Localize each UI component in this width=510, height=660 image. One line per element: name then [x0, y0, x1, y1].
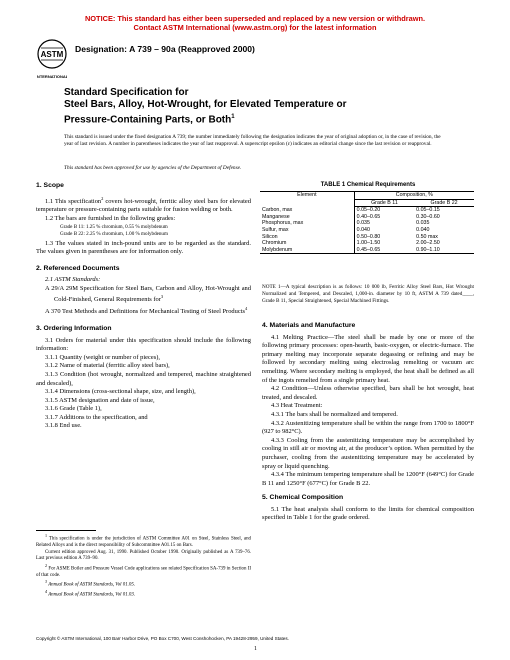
cell-grade-b22: 0.90–1.10: [416, 246, 440, 253]
withdrawal-notice: [0, 14, 510, 32]
scope-1-1-a: 1.1 This specification: [45, 197, 102, 205]
table-header-row-1: [260, 192, 474, 199]
scope-1-2: 1.2 The bars are furnished in the following grades:: [45, 214, 176, 222]
notice-line-2: Contact ASTM International (www.astm.org) for the latest information: [133, 23, 377, 32]
cell-grade-b22: 0.05–0.15: [416, 207, 440, 214]
title-footnote-ref: 1: [231, 114, 235, 120]
ordering-item: 3.1.3 Condition (hot wrought, normalized and tempered, machine straightened and descaled),: [36, 370, 251, 387]
ref-a370-footnote-ref: 4: [245, 306, 248, 312]
ordering-item: 3.1.1 Quantity (weight or number of pieces),: [45, 353, 160, 361]
cell-grade-b11: 0.40–0.65: [356, 213, 381, 220]
materials-4-3-1: 4.3.1 The bars shall be normalized and tempered.: [271, 410, 398, 418]
intro-paragraph: This standard is issued under the fixed designation A 739; the number immediately following the designation indicates the year of original adoption or, in the case of revision, the year of last revision. A number in parentheses indicates the year of last reapproval. A superscript epsilon (ε) indicates an editorial change since the last revision or reapproval.: [64, 134, 441, 148]
table-caption: TABLE 1 Chemical Requirements: [320, 182, 416, 188]
ordering-item: 3.1.7 Additions to the specification, and: [45, 413, 148, 421]
refs-heading: 2. Referenced Documents: [36, 264, 120, 272]
astm-logo-icon: [37, 38, 67, 84]
footnote-2: $^2$ For ASME Boiler and Pressure Vessel Code applications see related Specification SA-739 in Section II of that code.: [36, 562, 251, 578]
table-row: [260, 227, 474, 234]
header-grade-b22: Grade B 22: [414, 199, 474, 207]
materials-4-3: 4.3 Heat Treatment:: [271, 402, 323, 410]
notice-line-1: NOTICE: This standard has either been superseded and replaced by a new version or withdrawn.: [84, 14, 426, 23]
designation: Designation: A 739 – 90a (Reapproved 2000): [75, 44, 255, 54]
page-number: 1: [254, 646, 257, 652]
title-line-2: [64, 111, 464, 126]
title-block: [64, 86, 464, 126]
cell-element: Manganese: [260, 214, 354, 221]
cell-grade-b11: 0.50–0.80: [356, 233, 381, 240]
ordering-item: 3.1.8 End use.: [45, 422, 82, 430]
dod-approval-note: This standard has been approved for use by agencies of the Department of Defense.: [64, 165, 242, 171]
cell-grade-b22: 0.040: [416, 226, 430, 233]
title-line-2-text: Pressure-Containing Parts, or Both: [64, 114, 232, 126]
table-row: [260, 240, 474, 247]
right-column: [262, 322, 474, 523]
ref-a29: [36, 285, 251, 305]
footnote-4: $^4$ Annual Book of ASTM Standards, Vol 01.03.: [45, 589, 135, 598]
scope-1-3: 1.3 The values stated in inch-pound units are to be regarded as the standard. The values given in parentheses are for information only.: [36, 239, 251, 256]
ref-a29-footnote-ref: 3: [160, 294, 164, 300]
copyright: Copyright © ASTM International, 100 Barr Harbor Drive, PO Box C700, West Conshohocken, PA 19428-2959, United States.: [36, 636, 289, 641]
ordering-item: 3.1.2 Name of material (ferritic alloy steel bars),: [45, 362, 170, 370]
grade-b22: Grade B 22: 2.25 % chromium, 1.00 % molybdenum: [60, 230, 168, 237]
title-kicker: Standard Specification for: [64, 87, 189, 98]
cell-grade-b11: 1.00–1.50: [356, 240, 381, 247]
footnote-3: $^3$ Annual Book of ASTM Standards, Vol 01.05.: [45, 579, 135, 588]
footnotes: [36, 533, 251, 600]
footnote-2-text: For ASME Boiler and Pressure Vessel Code applications see related Specification SA-739 in Section II of that code.: [36, 566, 251, 578]
title-line-1: Steel Bars, Alloy, Hot-Wrought, for Elevated Temperature or: [64, 99, 347, 110]
left-column: [36, 182, 251, 431]
footnote-3-text: Annual Book of ASTM Standards, Vol 01.05.: [48, 582, 135, 588]
footnote-1b: Current edition approved Aug. 31, 1990. Published October 1990. Originally published as A 739–76. Last previous edition A 739–90.: [36, 549, 251, 562]
materials-4-1: 4.1 Melting Practice—The steel shall be made by one or more of the following primary processes: open-hearth, basic-oxygen, or electric-furnace. The primary melting may incorporate separate degassing or refining and may be followed by secondary melting using electroslag remelting or vacuum arc remelting. Where secondary melting is employed, the heat shall be defined as all of the ingots remelted from a single primary heat.: [262, 333, 474, 384]
cell-element: Phosphorus, max: [260, 220, 354, 227]
ordering-3-1: 3.1 Orders for material under this specification should include the following information:: [36, 336, 251, 353]
header-composition: Composition, %: [354, 192, 474, 199]
cell-element: Molybdenum: [260, 247, 354, 254]
cell-grade-b22: 0.035: [416, 220, 430, 227]
cell-grade-b11: 0.040: [356, 226, 370, 233]
footnote-1-text: This specification is under the jurisdiction of ASTM Committee A01 on Steel, Stainless Steel, and Related Alloys and is the direct responsibility of Subcommittee A01.15 on Bars.: [36, 536, 251, 549]
scope-footnote-ref: 2: [101, 195, 104, 201]
table-row: [260, 207, 474, 214]
cell-grade-b11: 0.05–0.20: [356, 207, 381, 214]
materials-4-2: 4.2 Condition—Unless otherwise specified, bars shall be hot wrought, heat treated, and descaled.: [262, 385, 474, 401]
table-row: [260, 220, 474, 227]
cell-element: Silicon: [260, 234, 354, 241]
table-body: [260, 207, 474, 254]
materials-heading: 4. Materials and Manufacture: [262, 322, 356, 329]
scope-1-1-b: covers hot-wrought, ferritic alloy steel bars for elevated temperature or pressure-containing parts suitable for fusion welding or both.: [36, 197, 252, 214]
footnote-1: $^1$ This specification is under the jurisdiction of ASTM Committee A01 on Steel, Stainless Steel, and Related Alloys and is the direct responsibility of Subcommittee A01.15 on Bars.: [36, 533, 251, 549]
cell-grade-b11: 0.45–0.65: [356, 246, 381, 253]
header-element: Element: [260, 192, 354, 207]
chem-heading: 5. Chemical Composition: [262, 494, 344, 502]
cell-element: Carbon, max: [260, 207, 354, 214]
ordering-item: 3.1.5 ASTM designation and date of issue,: [45, 396, 155, 404]
table: [260, 192, 474, 253]
footnote-4-text: Annual Book of ASTM Standards, Vol 01.03.: [48, 593, 135, 598]
cell-grade-b22: 0.50 max: [416, 233, 438, 240]
table-note: NOTE 1—A typical description is as follows: 10 000 lb, Ferritic Alloy Steel Bars, Hot Wrought Normalized and Tempered, and Descaled, 1,000-in. diameter by 10 ft, ASTM A 739 dated____, Grade B 11, Special Straightened, Special Machined Fittings.: [262, 284, 474, 304]
materials-4-3-2: 4.3.2 Austenitizing temperature shall be within the range from 1700 to 1800°F (927 to 982°C).: [262, 419, 474, 436]
ordering-item: 3.1.6 Grade (Table 1),: [45, 405, 102, 413]
materials-4-3-4: 4.3.4 The minimum tempering temperature shall be 1200°F (649°C) for Grade B 11 and 1250°F (677°C) for Grade B 22.: [262, 471, 474, 487]
table-row: [260, 214, 474, 221]
cell-grade-b11: 0.035: [356, 220, 370, 227]
table-row: [260, 247, 474, 254]
ordering-item: 3.1.4 Dimensions (cross-sectional shape, size, and length),: [45, 388, 196, 396]
cell-element: Sulfur, max: [260, 227, 354, 234]
astm-logo: [37, 38, 67, 84]
header-grade-b11: Grade B 11: [354, 199, 414, 207]
ref-a29-text: A 29/A 29M Specification for Steel Bars, Carbon and Alloy, Hot-Wrought and Cold-Finished, General Requirements for: [45, 284, 251, 304]
materials-4-3-3: 4.3.3 Cooling from the austenitizing temperature may be accomplished by cooling in still air or moving air, at the producer’s option. When permitted by the purchaser, cooling from the austenitizing temperature may be accelerated by spray or liquid quenching.: [262, 436, 474, 470]
refs-sub: 2.1 ASTM Standards:: [45, 276, 101, 284]
ref-a370-text: A 370 Test Methods and Definitions for Mechanical Testing of Steel Products: [45, 308, 245, 316]
scope-1-1: [36, 195, 251, 215]
ref-a370: [36, 305, 251, 317]
scope-heading: 1. Scope: [36, 182, 64, 189]
table-row: [260, 234, 474, 241]
cell-grade-b22: 2.00–2.50: [416, 240, 440, 247]
logo-subtext: INTERNATIONAL: [37, 74, 67, 79]
chemical-requirements-table: [260, 191, 474, 254]
cell-element: Chromium: [260, 240, 354, 247]
logo-text: ASTM: [40, 50, 64, 59]
cell-grade-b22: 0.30–0.60: [416, 213, 440, 220]
grade-b11: Grade B 11: 1.25 % chromium, 0.55 % molybdenum: [60, 223, 168, 230]
chem-5-1: 5.1 The heat analysis shall conform to the limits for chemical composition specified in Table 1 for the grade ordered.: [262, 505, 474, 522]
ordering-heading: 3. Ordering Information: [36, 324, 112, 332]
footnote-rule: [36, 530, 96, 531]
